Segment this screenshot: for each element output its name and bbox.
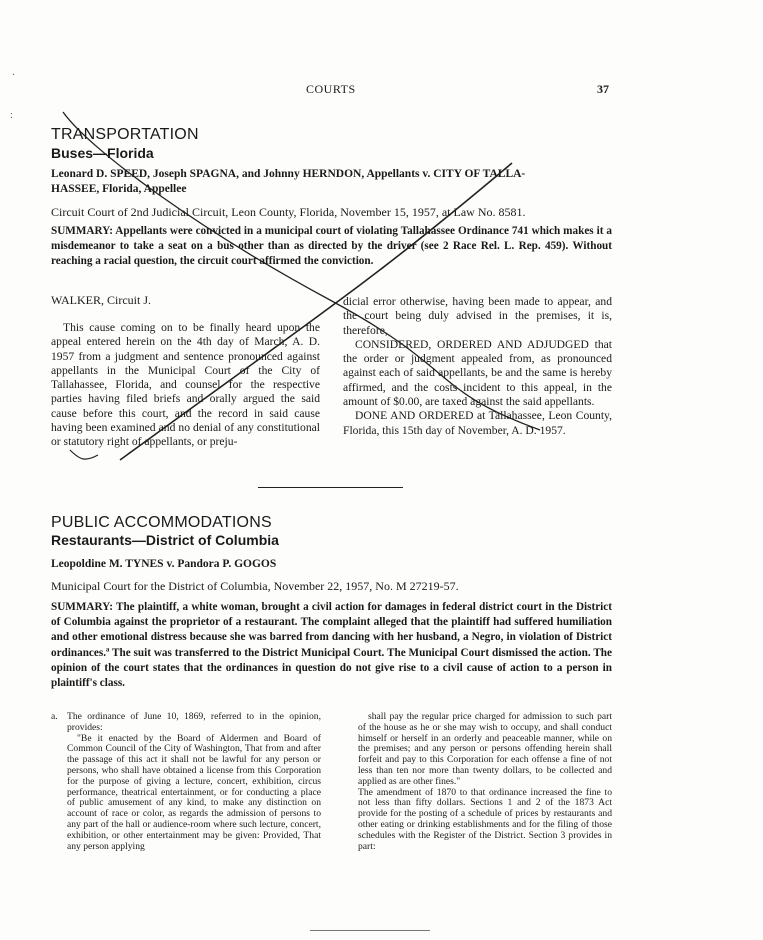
court-line-speed: Circuit Court of 2nd Judicial Circuit, Leon County, Florida, November 15, 1957, at Law No. 8581. <box>51 205 526 219</box>
margin-speck: : <box>10 110 13 121</box>
margin-speck: · <box>12 70 16 81</box>
case-title-speed <box>51 167 616 197</box>
opinion-paragraph: DONE AND ORDERED at Tallahassee, Leon County, Florida, this 15th day of November, A. D. 1957. <box>343 409 612 437</box>
opinion-paragraph: This cause coming on to be finally heard upon the appeal entered herein on the 4th day of March, A. D. 1957 from a judgment and sentence pronounced against appellants in the Municipal Court of the City of Tallahassee, Florida, and counsel for the respective parties having filed briefs and orally argued the said cause before this court, and the record in said cause having been examined and no denial of any constitutional or statutory right of appellants, or preju- <box>51 321 320 449</box>
summary-tynes: SUMMARY: The plaintiff, a white woman, brought a civil action for damages in federal district court in the District of Columbia against the proprietor of a restaurant. The complaint alleged that the plaintiff had suffered humiliation and other emotional distress because she was barred from dancing with her husband, a Negro, in violation of District ordinances.ª The suit was transferred to the District Municipal Court. The Municipal Court dismissed the action. The opinion of the court states that the ordinances in question do not give rise to a civil cause of action to a person in plaintiff's class. <box>51 601 612 690</box>
section-title-public-accommodations: PUBLIC ACCOMMODATIONS <box>51 514 272 531</box>
court-line-tynes: Municipal Court for the District of Columbia, November 22, 1957, No. M 27219-57. <box>51 579 459 593</box>
footnote-marker: a. <box>51 711 58 722</box>
bottom-rule <box>310 930 430 931</box>
strike-line-tail <box>70 450 98 459</box>
section-subtitle-restaurants-dc: Restaurants—District of Columbia <box>51 532 279 548</box>
case-title-tynes: Leopoldine M. TYNES v. Pandora P. GOGOS <box>51 558 277 570</box>
section-title-transportation: TRANSPORTATION <box>51 126 199 143</box>
opinion-left-column <box>51 321 320 450</box>
footnote-quote-cont: shall pay the regular price charged for admission to such part of the house as he or she may wish to occupy, and shall conduct himself or herself in an orderly and peaceable manner, while on the premises; and any person or persons offending herein shall forfeit and pay to this Corporation for each offense a fine of not less than ten nor more than twenty dollars, to be collected and applied as are other fines." <box>358 711 612 787</box>
page-number: 37 <box>597 82 609 96</box>
section-divider <box>258 487 403 488</box>
footnote-quote: "Be it enacted by the Board of Aldermen and Board of Common Council of the City of Washington, That from and after the passage of this act it shall not be lawful for any person or persons, who shall have obtained a license from this Corporation for the purpose of giving a lecture, concert, exhibition, circus performance, theatrical entertainment, or for conducting a place of public amusement of any kind, to make any distinction on account of race or color, as regards the admission of persons to any part of the hall or audience-room where such lecture, concert, exhibition, or other entertainment may be given: Provided, That any person applying <box>67 732 321 852</box>
running-head-title: COURTS <box>306 82 356 96</box>
footnote-left-column <box>51 712 321 852</box>
opinion-paragraph: CONSIDERED, ORDERED AND ADJUDGED that the order or judgment appealed from, as pronounced against each of said appellants, be and the same is hereby affirmed, and the costs incident to this appeal, in the amount of $0.00, are taxed against the said appellants. <box>343 337 612 409</box>
opinion-right-column <box>343 295 612 438</box>
footnote-right-column <box>358 712 612 852</box>
section-subtitle-buses-florida: Buses—Florida <box>51 145 154 161</box>
summary-speed: SUMMARY: Appellants were convicted in a municipal court of violating Tallahassee Ordinance 741 which makes it a misdemeanor to take a seat on a bus other than as directed by the driver (see 2 Race Rel. L. Rep. 459). Without reaching a racial question, the circuit court affirmed the conviction. <box>51 225 612 268</box>
case-title-line: HASSEE, Florida, Appellee <box>51 183 187 195</box>
footnote-intro: The ordinance of June 10, 1869, referred to in the opinion, provides: <box>67 711 321 733</box>
judge-name: WALKER, Circuit J. <box>51 293 151 307</box>
case-title-line: Leonard D. SPEED, Joseph SPAGNA, and Johnny HERNDON, Appellants v. CITY OF TALLA- <box>51 168 526 180</box>
footnote-amendment: The amendment of 1870 to that ordinance increased the fine to not less than fifty dollars. Sections 1 and 2 of the 1873 Act provide for the posting of a schedule of prices by restaurants and other eating or drinking establishments and for the filing of those schedules with the Register of the District. Section 3 provides in part: <box>358 786 612 852</box>
opinion-paragraph: dicial error otherwise, having been made to appear, and the court being duly advised in the premises, it is, therefore, <box>343 295 612 337</box>
